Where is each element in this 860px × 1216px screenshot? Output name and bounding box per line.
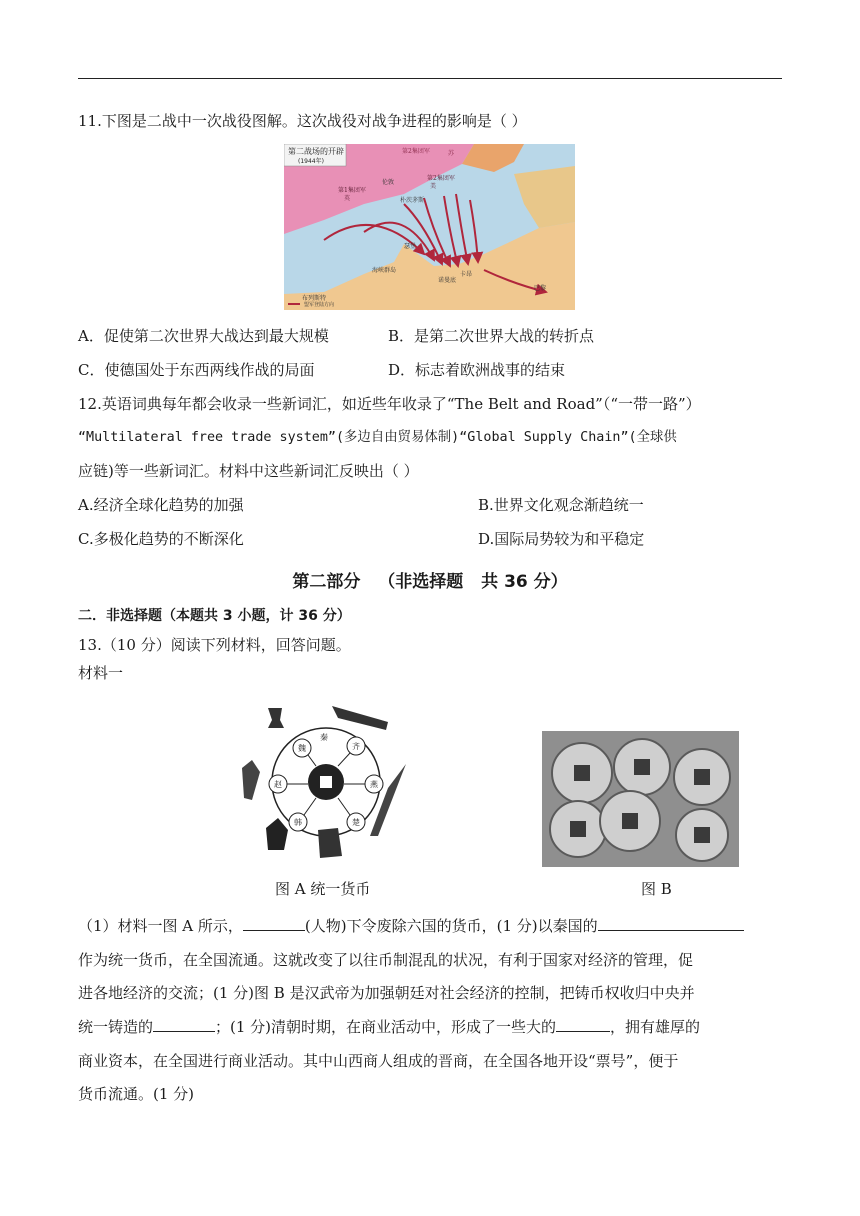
state-label: 齐 (352, 742, 360, 751)
map-label: 朴茨茅斯 (400, 197, 425, 204)
q12-option-d: D.国际局势较为和平稳定 (478, 530, 645, 548)
q11-option-a: A．促使第二次世界大战达到最大规模 (78, 327, 329, 345)
state-label: 韩 (294, 818, 302, 827)
coins-photo (542, 731, 739, 867)
q11-option-c: C．使德国处于东西两线作战的局面 (78, 361, 315, 379)
q11-option-b: B．是第二次世界大战的转折点 (388, 327, 595, 345)
q12-line1: 12.英语词典每年都会收录一些新词汇，如近些年收录了“The Belt and Road”（“一带一路”） (78, 395, 701, 413)
q13-paragraph-line3: 进各地经济的交流；(1 分)图 B 是汉武帝为加强朝廷对社会经济的控制，把铸币权收归中央并 (78, 984, 695, 1002)
map-legend: 盟军登陆方向 (304, 302, 335, 308)
section2-heading: 二．非选择题（本题共 3 小题，计 36 分） (78, 608, 351, 624)
map-label: 英 (344, 195, 351, 202)
blank-coin[interactable] (598, 916, 744, 931)
material1-label: 材料一 (78, 664, 124, 682)
map-label: 卡昂 (460, 271, 473, 278)
center-state: 秦 (320, 733, 328, 742)
q12-line2: “Multilateral free trade system”(多边自由贸易体制)“Global Supply Chain”(全球供 (78, 430, 677, 445)
q13-paragraph-line6: 货币流通。(1 分) (78, 1085, 195, 1103)
map-label: 美 (430, 183, 437, 190)
state-label: 楚 (352, 818, 360, 827)
battle-map (284, 144, 575, 310)
figure-a-caption: 图 A 统一货币 (275, 880, 371, 898)
state-label: 魏 (298, 744, 306, 753)
part2-title: 第二部分 （非选择题 共 36 分） (292, 572, 568, 592)
map-label: 瑟堡 (404, 243, 417, 250)
q11-option-d: D．标志着欧洲战事的结束 (388, 361, 566, 379)
map-label: 海峡群岛 (372, 267, 397, 274)
map-label: 第2集团军 (402, 148, 430, 155)
map-label: 第2集团军 (427, 175, 455, 182)
map-label: 布列斯特 (302, 295, 327, 302)
map-label: 苏 (448, 150, 455, 157)
q12-option-b: B.世界文化观念渐趋统一 (478, 496, 644, 514)
state-label: 燕 (370, 780, 378, 789)
q13-paragraph-line2: 作为统一货币，在全国流通。这就改变了以往币制混乱的状况，有利于国家对经济的管理，促 (78, 951, 694, 969)
state-label: 赵 (274, 780, 282, 789)
map-subtitle: (1944年) (298, 158, 324, 165)
q12-option-a: A.经济全球化趋势的加强 (78, 496, 244, 514)
map-label: 第1集团军 (338, 187, 366, 194)
q11-stem: 11.下图是二战中一次战役图解。这次战役对战争进程的影响是（ ） (78, 112, 527, 130)
figure-b-caption: 图 B (641, 880, 672, 898)
q12-line3: 应链)等一些新词汇。材料中这些新词汇反映出（ ） (78, 462, 419, 480)
q12-option-c: C.多极化趋势的不断深化 (78, 530, 244, 548)
header-rule (78, 78, 782, 79)
map-label: 巴黎 (534, 285, 547, 292)
blank-wuzhu[interactable] (153, 1017, 215, 1032)
currency-diagram (238, 700, 410, 862)
q13-paragraph-line5: 商业资本，在全国进行商业活动。其中山西商人组成的晋商，在全国各地开设“票号”，便于 (78, 1052, 679, 1070)
map-label: 伦敦 (382, 179, 395, 186)
q13-stem: 13.（10 分）阅读下列材料，回答问题。 (78, 636, 351, 654)
q13-paragraph-line4: 统一铸造的 ；(1 分)清朝时期，在商业活动中，形成了一些大的 ，拥有雄厚的 (78, 1018, 701, 1036)
blank-person[interactable] (243, 916, 305, 931)
map-title: 第二战场的开辟 (288, 147, 344, 156)
blank-merchant[interactable] (556, 1017, 610, 1032)
map-label: 诺曼底 (438, 277, 457, 284)
q13-paragraph-line1: （1）材料一图 A 所示， (人物)下令废除六国的货币，(1 分)以秦国的 (78, 916, 744, 936)
